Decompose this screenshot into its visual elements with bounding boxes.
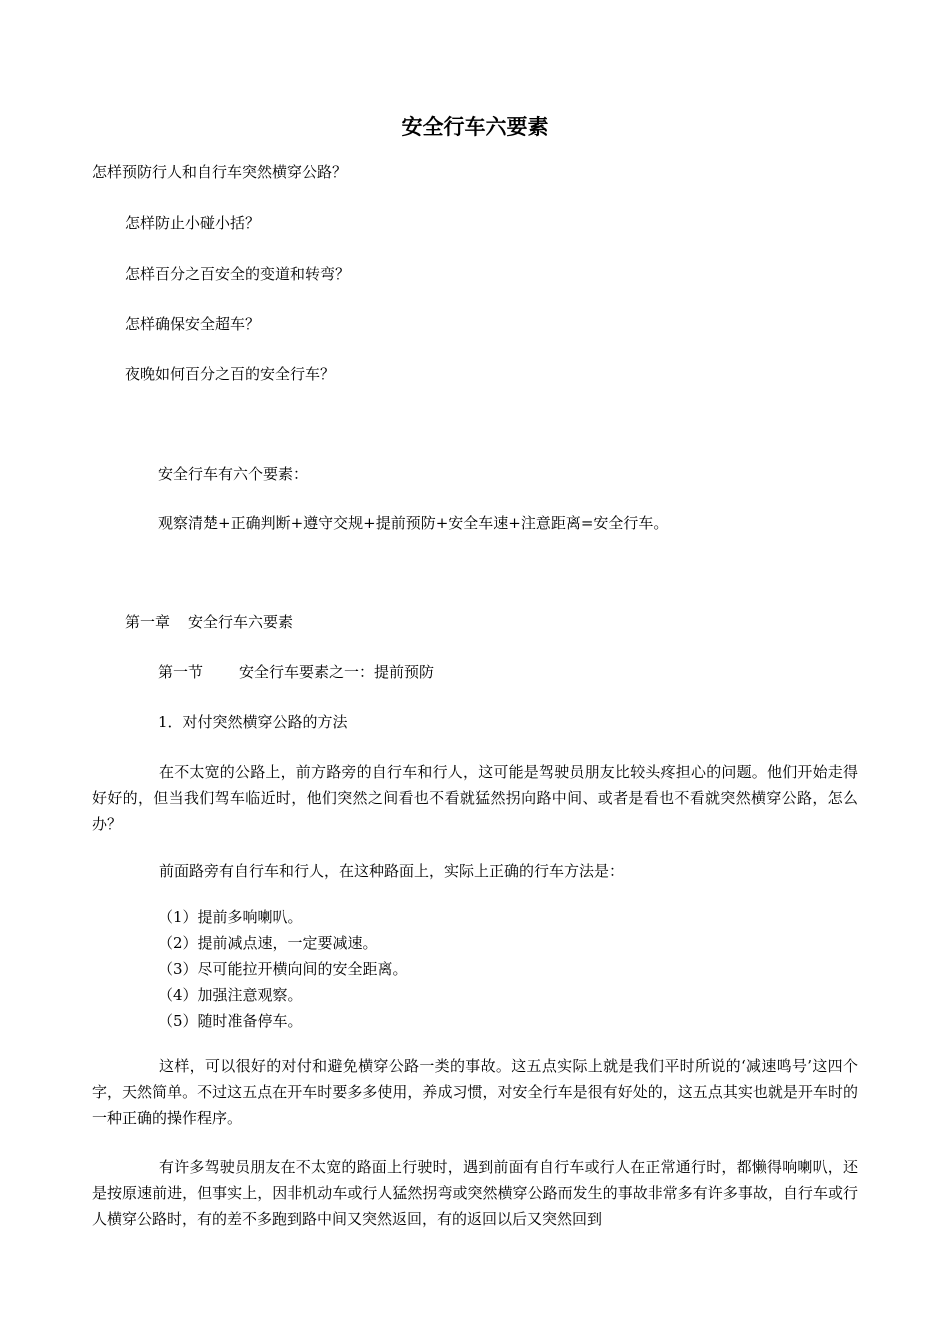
- question-5: 夜晚如何百分之百的安全行车？: [125, 365, 336, 383]
- section-heading: [158, 660, 434, 684]
- section-number: 第一节: [158, 663, 204, 681]
- question-2: 怎样防止小碰小括？: [125, 214, 261, 232]
- section-title: 安全行车要素之一：提前预防: [239, 663, 435, 681]
- steps-list: [158, 904, 408, 1034]
- chapter-number: 第一章: [125, 613, 171, 631]
- list-item: （5）随时准备停车。: [158, 1012, 303, 1030]
- paragraph-4: 有许多驾驶员朋友在不太宽的路面上行驶时，遇到前面有自行车或行人在正常通行时，都懒得响喇叭，还是按原速前进，但事实上，因非机动车或行人猛然拐弯或突然横穿公路而发生的事故非常多有许多事故，自行车或行人横穿公路时，有的差不多跑到路中间又突然返回，有的返回以后又突然回到: [92, 1158, 858, 1228]
- list-item: （3）尽可能拉开横向间的安全距离。: [158, 960, 408, 978]
- list-item: （2）提前减点速，一定要减速。: [158, 934, 378, 952]
- summary-formula: 观察清楚+正确判断+遵守交规+提前预防+安全车速+注意距离=安全行车。: [158, 514, 669, 532]
- subsection-heading: 1．对付突然横穿公路的方法: [158, 713, 348, 731]
- paragraph-1: 在不太宽的公路上，前方路旁的自行车和行人，这可能是驾驶员朋友比较头疼担心的问题。他们开始走得好好的，但当我们驾车临近时，他们突然之间看也不看就猛然拐向路中间、或者是看也不看就突然横穿公路，怎么办？: [92, 763, 858, 833]
- paragraph-2: 前面路旁有自行车和行人，在这种路面上，实际上正确的行车方法是：: [159, 862, 625, 880]
- document-title: 安全行车六要素: [401, 115, 549, 139]
- chapter-title: 安全行车六要素: [188, 613, 294, 631]
- question-4: 怎样确保安全超车？: [125, 315, 261, 333]
- chapter-heading: [125, 610, 293, 634]
- question-1: 怎样预防行人和自行车突然横穿公路？: [92, 163, 348, 181]
- paragraph-3: 这样，可以很好的对付和避免横穿公路一类的事故。这五点实际上就是我们平时所说的‘减速鸣号’这四个字，天然简单。不过这五点在开车时要多多使用，养成习惯，对安全行车是很有好处的，这五点其实也就是开车时的一种正确的操作程序。: [92, 1057, 858, 1127]
- summary-intro: 安全行车有六个要素：: [158, 465, 309, 483]
- list-item: （4）加强注意观察。: [158, 986, 303, 1004]
- question-3: 怎样百分之百安全的变道和转弯？: [125, 265, 351, 283]
- list-item: （1）提前多响喇叭。: [158, 908, 303, 926]
